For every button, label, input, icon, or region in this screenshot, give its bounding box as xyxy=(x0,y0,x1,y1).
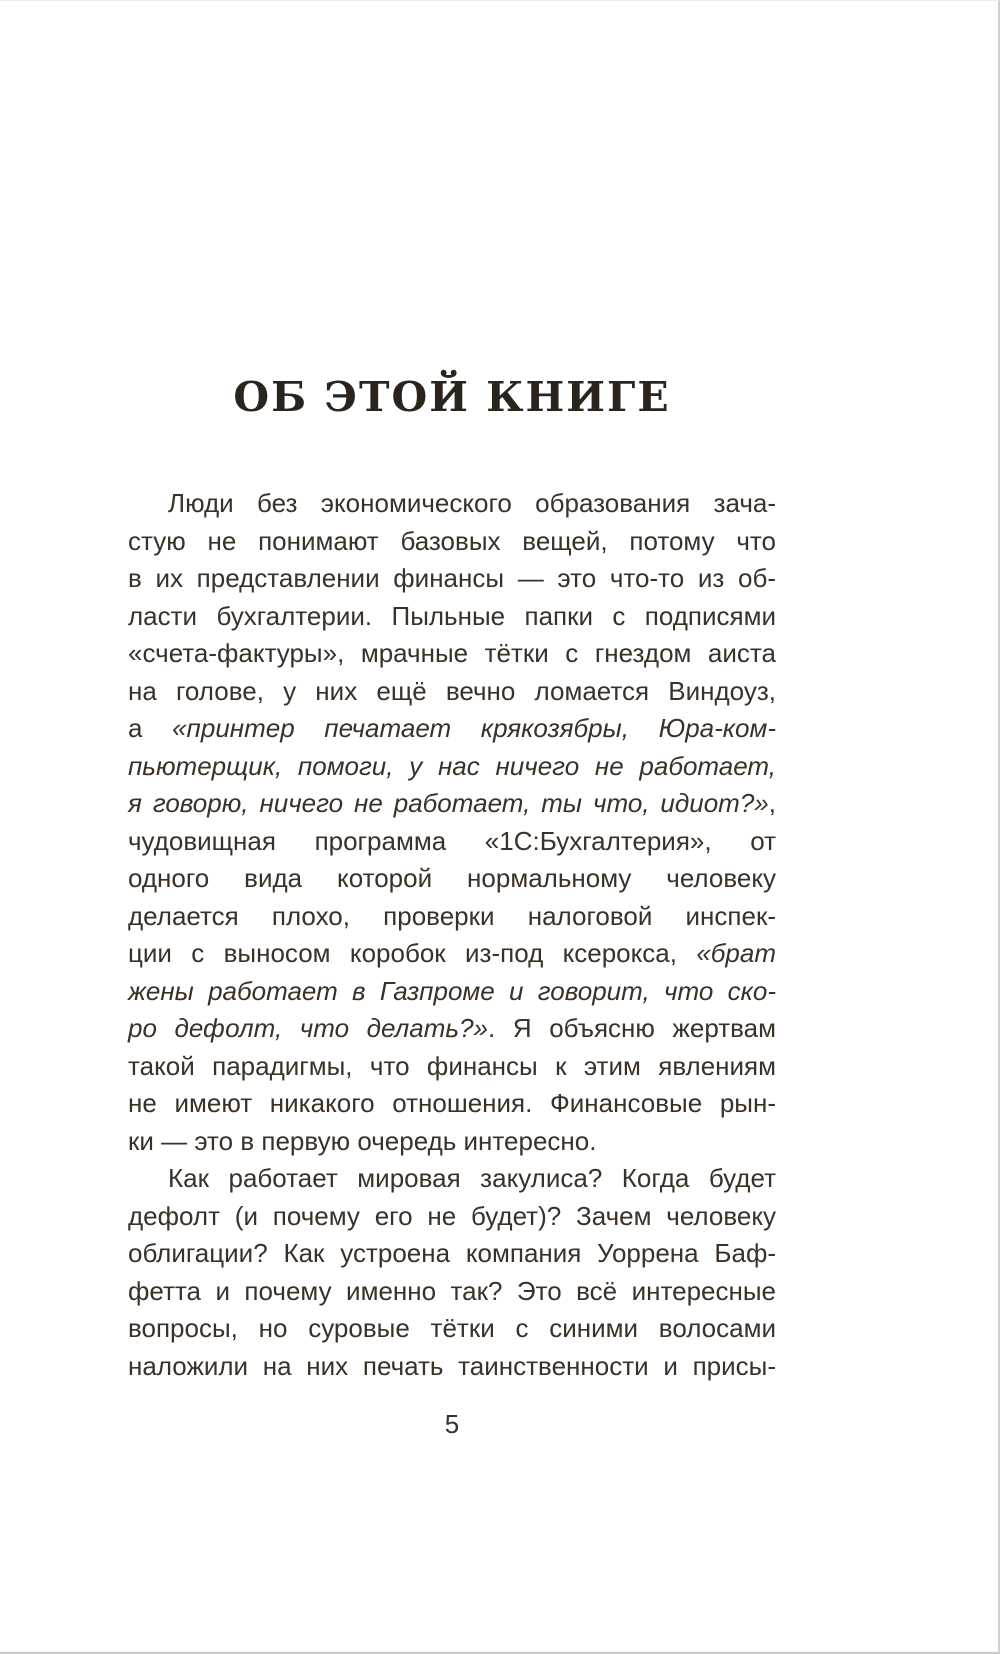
text-line xyxy=(128,1235,776,1273)
regular-text: в их представлении финансы — это что-то из об- xyxy=(128,563,776,593)
regular-text: делается плохо, проверки налоговой инспек- xyxy=(128,900,776,931)
regular-text: одного вида которой нормальному человеку xyxy=(128,863,776,893)
text-line xyxy=(128,1123,776,1161)
page-title: ОБ ЭТОЙ КНИГЕ xyxy=(233,373,671,421)
text-line xyxy=(128,560,776,598)
regular-text: не имеют никакого отношения. Финансовые рын- xyxy=(128,1088,776,1118)
text-line xyxy=(128,1010,776,1048)
italic-text: жены работает в Газпроме и говорит, что ско- xyxy=(128,975,776,1006)
text-line xyxy=(128,485,776,523)
text-line xyxy=(128,1160,776,1198)
regular-text: , xyxy=(768,788,776,818)
regular-text: наложили на них печать таинственности и присы- xyxy=(128,1350,776,1381)
regular-text: ции с выносом коробок из-под ксерокса, xyxy=(128,938,697,968)
paragraph xyxy=(128,485,776,1160)
italic-text: «принтер печатает крякозябры, Юра-ком- xyxy=(172,713,776,743)
regular-text: дефолт (и почему его не будет)? Зачем человеку xyxy=(128,1200,776,1231)
page-number: 5 xyxy=(444,1409,460,1439)
text-line xyxy=(128,935,776,973)
text-line xyxy=(128,860,776,898)
text-line xyxy=(128,1085,776,1123)
text-line xyxy=(128,1048,776,1086)
text-line xyxy=(128,973,776,1011)
regular-text: чудовищная программа «1С:Бухгалтерия», от xyxy=(128,825,776,856)
regular-text: облигации? Как устроена компания Уоррена Баф- xyxy=(128,1238,776,1268)
regular-text: ласти бухгалтерии. Пыльные папки с подписями xyxy=(128,600,776,631)
text-line xyxy=(128,598,776,636)
regular-text: Люди без экономического образования зача- xyxy=(168,488,776,518)
regular-text: Как работает мировая закулиса? Когда будет xyxy=(168,1163,776,1193)
italic-text: пьютерщик, помоги, у нас ничего не работает, xyxy=(128,750,776,781)
italic-text: ро дефолт, что делать?» xyxy=(128,1013,489,1043)
regular-text: фетта и почему именно так? Это всё интересные xyxy=(128,1275,776,1306)
text-line xyxy=(128,1348,776,1386)
body-text xyxy=(128,485,776,1385)
regular-text: вопросы, но суровые тётки с синими волосами xyxy=(128,1313,776,1343)
regular-text: . Я объясню жертвам xyxy=(488,1013,776,1043)
regular-text: такой парадигмы, что финансы к этим явлениям xyxy=(128,1050,776,1081)
text-line xyxy=(128,635,776,673)
text-line xyxy=(128,748,776,786)
text-line xyxy=(128,523,776,561)
text-line xyxy=(128,898,776,936)
text-line xyxy=(128,785,776,823)
regular-text: ки — это в первую очередь интересно. xyxy=(128,1125,597,1156)
text-line xyxy=(128,673,776,711)
text-line xyxy=(128,1273,776,1311)
italic-text: «брат xyxy=(696,938,776,968)
text-line xyxy=(128,823,776,861)
italic-text: я говорю, ничего не работает, ты что, идиот?» xyxy=(128,788,769,818)
regular-text: «счета-фактуры», мрачные тётки с гнездом аиста xyxy=(128,638,776,668)
text-line xyxy=(128,710,776,748)
text-line xyxy=(128,1198,776,1236)
regular-text: стую не понимают базовых вещей, потому что xyxy=(128,525,776,556)
text-line xyxy=(128,1310,776,1348)
regular-text: а xyxy=(128,713,173,743)
regular-text: на голове, у них ещё вечно ломается Виндоуз, xyxy=(128,675,776,706)
paragraph xyxy=(128,1160,776,1385)
